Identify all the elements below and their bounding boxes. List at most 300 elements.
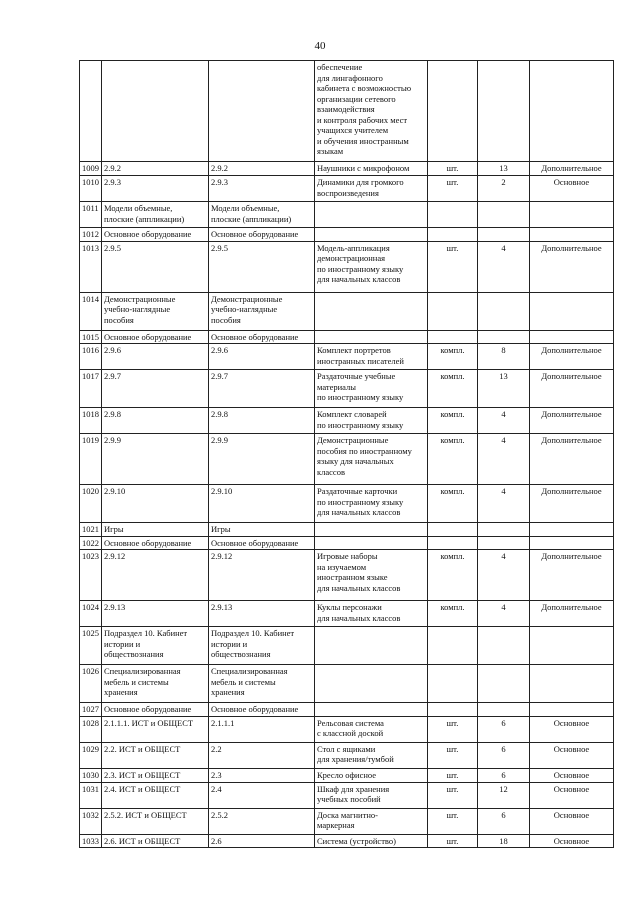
item-code-cell [209,601,315,627]
section-code-cell [102,370,209,408]
item-code-cell [209,550,315,601]
item-name-cell-line: для хранения/тумбой [317,754,394,764]
row-number-cell: 1020 [80,485,102,523]
section-code-cell [102,485,209,523]
equipment-type-cell [530,536,614,550]
unit-cell: шт. [428,808,478,834]
item-code-cell-line: истории и [211,638,248,649]
item-name-cell-line: по иностранному языку [317,263,404,274]
item-code-cell-line: 2.4 [211,783,222,794]
item-code-cell-line: 2.9.2 [211,163,228,173]
item-code-cell [209,344,315,370]
item-code-cell-line: Демонстрационные [211,293,283,304]
item-name-cell [315,768,428,782]
item-code-cell [209,808,315,834]
item-name-cell-line: для начальных классов [317,507,401,517]
section-code-cell-line: плоские (аппликации) [104,213,185,224]
item-name-cell-line: воспроизведения [317,187,379,198]
quantity-cell: 2 [478,176,530,202]
item-name-cell-line: Комплект портретов [317,345,391,355]
item-name-cell-line: Стол с ящиками [317,743,376,754]
section-code-cell [102,834,209,848]
item-name-cell-line: языку для начальных [317,456,394,466]
table-row [80,241,614,292]
item-code-cell [209,61,315,162]
equipment-type-cell [530,523,614,537]
section-code-cell [102,716,209,742]
section-code-cell-line: 2.5.2. ИСТ и ОБЩЕСТ [104,809,187,820]
section-code-cell-line: Игры [104,524,124,534]
item-code-cell-line: обществознания [211,649,271,659]
section-code-cell [102,61,209,162]
unit-cell: компл. [428,601,478,627]
item-code-cell-line: 2.9.9 [211,435,228,445]
item-name-cell [315,162,428,176]
item-code-cell-line: мебель и системы [211,676,276,687]
item-name-cell-line: Раздаточные карточки [317,486,398,496]
quantity-cell: 6 [478,808,530,834]
table-row [80,536,614,550]
unit-cell [428,703,478,717]
item-name-cell-line: Доска магнитно- [317,809,378,820]
unit-cell: шт. [428,176,478,202]
quantity-cell [478,665,530,703]
item-name-cell-line: Система (устройство) [317,835,396,846]
equipment-type-cell [530,665,614,703]
item-name-cell-line: Наушники с микрофоном [317,163,410,173]
quantity-cell: 6 [478,716,530,742]
item-name-cell [315,742,428,768]
item-code-cell [209,292,315,330]
item-code-cell [209,176,315,202]
row-number-cell: 1014 [80,292,102,330]
item-name-cell-line: Модель-аппликация [317,242,390,253]
page-number: 40 [314,40,326,52]
item-code-cell [209,742,315,768]
equipment-type-cell: Дополнительное [530,408,614,434]
table-row [80,202,614,228]
section-code-cell-line: пособия [104,314,134,325]
item-name-cell [315,408,428,434]
item-code-cell-line: пособия [211,314,241,325]
section-code-cell [102,523,209,537]
item-name-cell [315,716,428,742]
unit-cell [428,627,478,665]
section-code-cell [102,601,209,627]
section-code-cell [102,742,209,768]
row-number-cell: 1025 [80,627,102,665]
section-code-cell [102,768,209,782]
item-name-cell-line: Динамики для громкого [317,177,404,187]
unit-cell: компл. [428,370,478,408]
item-code-cell [209,370,315,408]
item-code-cell-line: 2.5.2 [211,809,228,820]
item-code-cell-line: Специализированная [211,666,288,676]
equipment-type-cell: Основное [530,782,614,808]
section-code-cell-line: 2.9.10 [104,486,126,496]
item-code-cell [209,536,315,550]
item-code-cell [209,665,315,703]
section-code-cell-line: Основное оборудование [104,331,192,342]
item-code-cell-line: Основное оборудование [211,704,299,714]
table-row [80,665,614,703]
item-name-cell-line: пособия по иностранному [317,445,412,456]
item-name-cell [315,485,428,523]
section-code-cell [102,292,209,330]
item-name-cell-line: и контроля рабочих мест [317,114,408,125]
row-number-cell: 1024 [80,601,102,627]
section-code-cell [102,344,209,370]
quantity-cell: 8 [478,344,530,370]
section-code-cell-line: 2.9.9 [104,435,121,445]
equipment-type-cell: Дополнительное [530,370,614,408]
section-code-cell-line: 2.9.5 [104,242,121,253]
item-code-cell-line: 2.2 [211,743,222,754]
item-name-cell [315,703,428,717]
unit-cell [428,228,478,242]
section-code-cell [102,703,209,717]
unit-cell: шт. [428,241,478,292]
section-code-cell-line: Основное оборудование [104,229,192,239]
item-name-cell [315,550,428,601]
equipment-type-cell: Основное [530,176,614,202]
quantity-cell: 4 [478,241,530,292]
equipment-type-cell: Основное [530,808,614,834]
section-code-cell-line: Демонстрационные [104,293,176,304]
row-number-cell: 1011 [80,202,102,228]
table-row [80,768,614,782]
item-code-cell [209,523,315,537]
table-row [80,627,614,665]
item-name-cell [315,292,428,330]
item-code-cell [209,408,315,434]
quantity-cell: 4 [478,485,530,523]
quantity-cell: 4 [478,550,530,601]
unit-cell: компл. [428,434,478,485]
item-name-cell-line: Шкаф для хранения [317,783,390,794]
quantity-cell: 13 [478,162,530,176]
section-code-cell-line: 2.9.2 [104,163,121,173]
unit-cell: компл. [428,344,478,370]
item-code-cell-line: Основное оборудование [211,537,299,548]
section-code-cell [102,550,209,601]
section-code-cell-line: Модели объемные, [104,203,173,213]
row-number-cell: 1033 [80,834,102,848]
section-code-cell [102,162,209,176]
equipment-type-cell: Дополнительное [530,241,614,292]
item-name-cell-line: для начальных классов [317,582,401,593]
item-code-cell [209,716,315,742]
item-name-cell [315,834,428,848]
table-row [80,370,614,408]
item-code-cell-line: Основное оборудование [211,331,299,342]
quantity-cell: 4 [478,408,530,434]
table-row [80,292,614,330]
equipment-type-cell [530,627,614,665]
section-code-cell [102,330,209,344]
quantity-cell [478,627,530,665]
item-code-cell [209,162,315,176]
item-code-cell [209,768,315,782]
unit-cell: шт. [428,768,478,782]
item-code-cell [209,834,315,848]
unit-cell [428,665,478,703]
unit-cell: шт. [428,742,478,768]
section-code-cell [102,434,209,485]
item-name-cell [315,808,428,834]
section-code-cell-line: 2.9.3 [104,177,121,187]
quantity-cell: 4 [478,601,530,627]
item-name-cell [315,176,428,202]
item-name-cell-line: обеспечение [317,62,363,72]
section-code-cell-line: Основное оборудование [104,537,192,548]
section-code-cell [102,665,209,703]
row-number-cell: 1016 [80,344,102,370]
equipment-type-cell [530,202,614,228]
unit-cell [428,330,478,344]
table-row [80,228,614,242]
item-name-cell [315,523,428,537]
equipment-table [79,60,614,848]
item-code-cell-line: 2.9.7 [211,371,228,381]
item-name-cell [315,434,428,485]
item-name-cell-line: Куклы персонажи [317,602,382,612]
unit-cell: компл. [428,485,478,523]
table-row [80,550,614,601]
equipment-type-cell: Дополнительное [530,601,614,627]
item-name-cell-line: на изучаемом [317,561,367,572]
item-code-cell-line: плоские (аппликации) [211,213,292,224]
row-number-cell: 1009 [80,162,102,176]
item-code-cell-line: 2.9.6 [211,345,228,355]
quantity-cell [478,292,530,330]
section-code-cell [102,782,209,808]
row-number-cell: 1027 [80,703,102,717]
unit-cell: компл. [428,408,478,434]
row-number-cell: 1018 [80,408,102,434]
item-name-cell [315,782,428,808]
item-name-cell-line: с классной доской [317,728,384,738]
item-code-cell-line: 2.3 [211,769,222,780]
row-number-cell: 1023 [80,550,102,601]
equipment-type-cell: Дополнительное [530,485,614,523]
table-row [80,176,614,202]
item-code-cell-line: 2.9.13 [211,602,233,612]
item-name-cell-line: кабинета с возможностью [317,83,412,93]
section-code-cell-line: Специализированная [104,666,181,676]
equipment-type-cell: Дополнительное [530,550,614,601]
item-name-cell [315,370,428,408]
item-code-cell [209,434,315,485]
quantity-cell: 6 [478,768,530,782]
section-code-cell-line: истории и [104,638,141,649]
item-code-cell-line: 2.1.1.1 [211,717,235,728]
item-code-cell-line: 2.9.12 [211,551,233,561]
row-number-cell: 1021 [80,523,102,537]
item-name-cell-line: взаимодействия [317,104,375,114]
unit-cell [428,202,478,228]
item-name-cell-line: для начальных классов [317,274,401,284]
section-code-cell-line: 2.1.1.1. ИСТ и ОБЩЕСТ [104,717,194,728]
row-number-cell: 1019 [80,434,102,485]
equipment-type-cell: Дополнительное [530,434,614,485]
quantity-cell: 13 [478,370,530,408]
quantity-cell [478,536,530,550]
section-code-cell-line: Подраздел 10. Кабинет [104,628,188,638]
row-number-cell: 1029 [80,742,102,768]
quantity-cell [478,61,530,162]
quantity-cell [478,228,530,242]
section-code-cell [102,536,209,550]
item-code-cell-line: 2.9.5 [211,242,228,253]
unit-cell: шт. [428,782,478,808]
item-code-cell-line: Подраздел 10. Кабинет [211,628,295,638]
item-name-cell-line: и обучения иностранным [317,135,409,146]
equipment-type-cell [530,330,614,344]
section-code-cell-line: 2.4. ИСТ и ОБЩЕСТ [104,783,181,794]
table-body [80,61,614,848]
equipment-type-cell: Дополнительное [530,344,614,370]
item-name-cell-line: Рельсовая система [317,717,384,728]
quantity-cell: 18 [478,834,530,848]
section-code-cell-line: 2.3. ИСТ и ОБЩЕСТ [104,769,181,780]
item-name-cell-line: по иностранному языку [317,496,404,507]
equipment-type-cell [530,703,614,717]
table-row [80,716,614,742]
item-name-cell-line: демонстрационная [317,253,386,263]
section-code-cell [102,408,209,434]
unit-cell: шт. [428,716,478,742]
quantity-cell: 6 [478,742,530,768]
item-name-cell [315,627,428,665]
item-name-cell-line: Демонстрационные [317,435,389,445]
item-name-cell-line: языкам [317,146,344,156]
item-code-cell-line: 2.9.3 [211,177,228,187]
item-name-cell-line: по иностранному языку [317,392,404,402]
equipment-type-cell: Основное [530,834,614,848]
row-number-cell: 1031 [80,782,102,808]
section-code-cell [102,176,209,202]
section-code-cell-line: хранения [104,687,138,697]
item-name-cell-line: Игровые наборы [317,551,378,561]
item-code-cell-line: Модели объемные, [211,203,280,213]
section-code-cell-line: Основное оборудование [104,704,192,714]
table-row [80,330,614,344]
item-code-cell [209,330,315,344]
item-name-cell [315,202,428,228]
row-number-cell: 1015 [80,330,102,344]
item-code-cell [209,485,315,523]
item-code-cell-line: учебно-наглядные [211,304,278,314]
unit-cell [428,536,478,550]
item-code-cell-line: хранения [211,687,245,697]
row-number-cell [80,61,102,162]
item-name-cell-line: классов [317,466,345,477]
item-name-cell-line: для лингафонного [317,72,383,83]
item-name-cell-line: по иностранному языку [317,419,404,430]
equipment-type-cell: Основное [530,768,614,782]
unit-cell: компл. [428,550,478,601]
section-code-cell [102,808,209,834]
item-name-cell [315,665,428,703]
table-row [80,808,614,834]
row-number-cell: 1032 [80,808,102,834]
item-name-cell-line: учащихся учителем [317,125,389,135]
row-number-cell: 1026 [80,665,102,703]
table-row [80,703,614,717]
section-code-cell-line: мебель и системы [104,676,169,687]
unit-cell [428,523,478,537]
item-code-cell [209,202,315,228]
section-code-cell-line: 2.9.12 [104,551,126,561]
equipment-type-cell [530,228,614,242]
item-code-cell-line: 2.9.8 [211,409,228,419]
section-code-cell-line: обществознания [104,649,164,659]
item-code-cell-line: Игры [211,524,231,534]
unit-cell: шт. [428,162,478,176]
quantity-cell: 12 [478,782,530,808]
equipment-type-cell [530,61,614,162]
row-number-cell: 1022 [80,536,102,550]
quantity-cell: 4 [478,434,530,485]
equipment-type-cell: Основное [530,716,614,742]
item-name-cell-line: маркерная [317,820,355,830]
quantity-cell [478,703,530,717]
quantity-cell [478,202,530,228]
row-number-cell: 1017 [80,370,102,408]
row-number-cell: 1013 [80,241,102,292]
table-row [80,61,614,162]
row-number-cell: 1010 [80,176,102,202]
item-name-cell-line: иностранных писателей [317,355,404,366]
item-name-cell [315,536,428,550]
item-code-cell-line: 2.9.10 [211,486,233,496]
section-code-cell [102,228,209,242]
table-row [80,162,614,176]
item-name-cell [315,228,428,242]
unit-cell [428,61,478,162]
table-row [80,834,614,848]
equipment-type-cell [530,292,614,330]
item-name-cell-line: Комплект словарей [317,409,387,419]
item-code-cell [209,703,315,717]
table-row [80,344,614,370]
table-row [80,601,614,627]
table-row [80,434,614,485]
item-name-cell [315,601,428,627]
item-code-cell-line: Основное оборудование [211,229,299,239]
item-name-cell-line: организации сетевого [317,93,396,104]
unit-cell: шт. [428,834,478,848]
section-code-cell-line: 2.9.6 [104,345,121,355]
item-name-cell-line: учебных пособий [317,794,381,804]
unit-cell [428,292,478,330]
item-name-cell [315,344,428,370]
row-number-cell: 1012 [80,228,102,242]
table-row [80,742,614,768]
section-code-cell-line: 2.2. ИСТ и ОБЩЕСТ [104,743,181,754]
section-code-cell-line: 2.6. ИСТ и ОБЩЕСТ [104,835,181,846]
table-row [80,523,614,537]
item-name-cell [315,241,428,292]
item-code-cell-line: 2.6 [211,835,222,846]
item-name-cell [315,330,428,344]
item-code-cell [209,782,315,808]
item-name-cell [315,61,428,162]
item-name-cell-line: для начальных классов [317,612,401,623]
table-row [80,408,614,434]
item-code-cell [209,627,315,665]
